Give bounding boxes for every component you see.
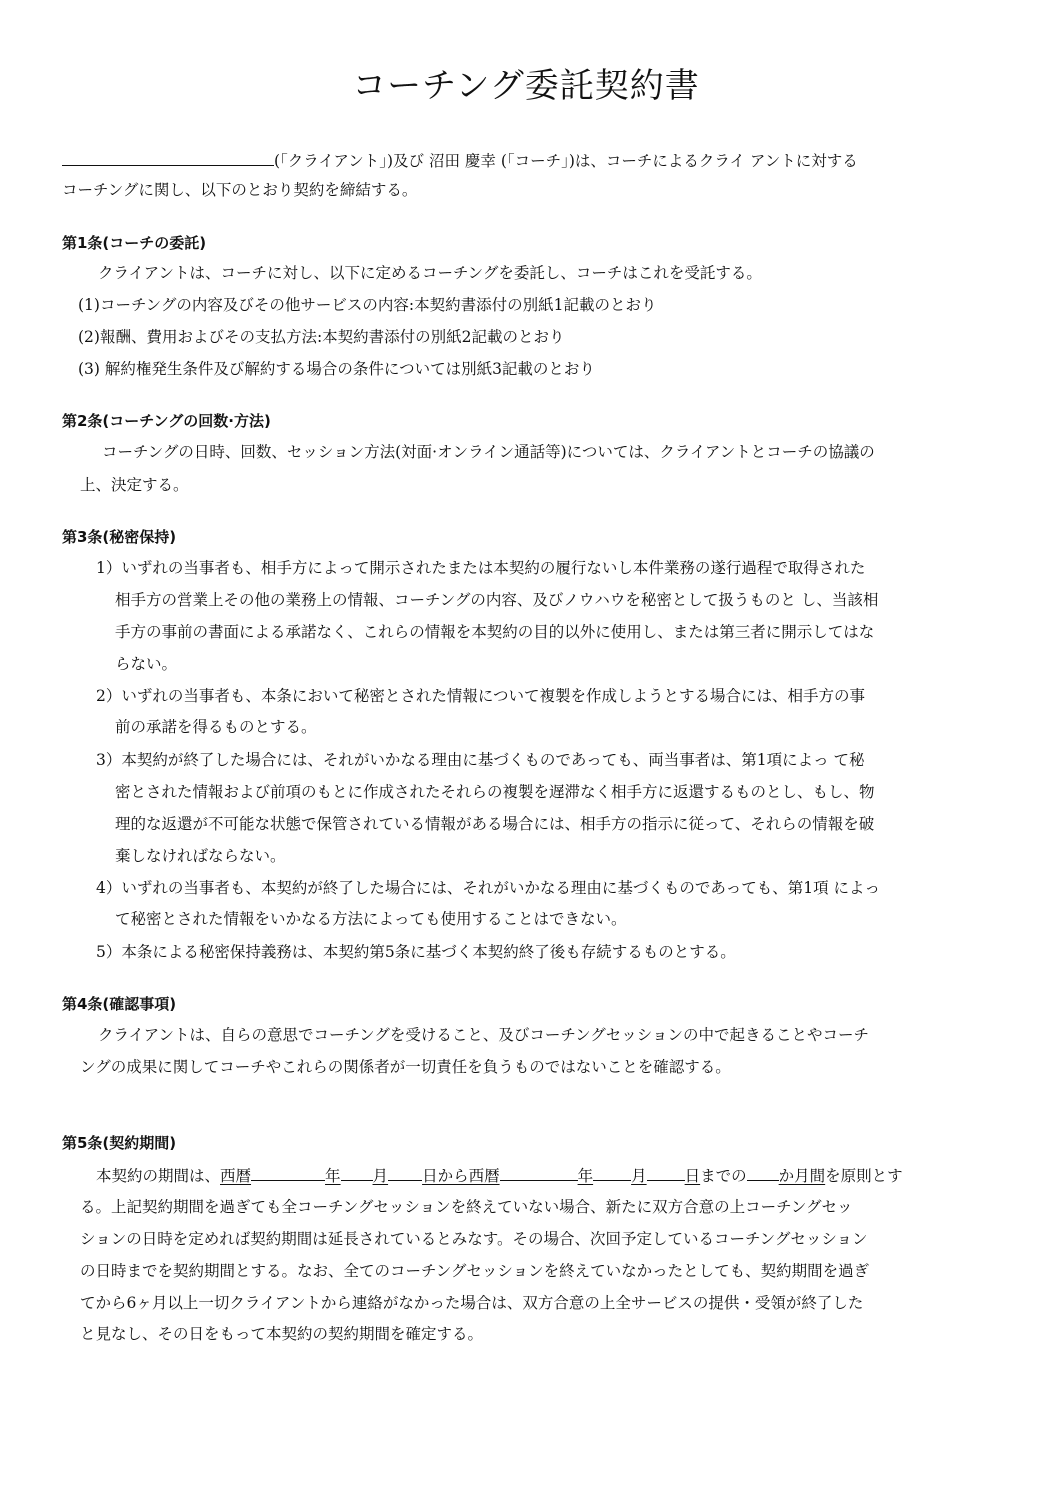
article-1-item-3: (3) 解約権発生条件及び解約する場合の条件については別紙3記載のとおり xyxy=(78,360,595,378)
period-end-text: を原則とす xyxy=(825,1167,903,1185)
months-label: か月間 xyxy=(778,1167,826,1185)
document-title: コーチング委託契約書 xyxy=(352,66,700,106)
start-day-to-end-era: 日から西暦 xyxy=(422,1167,500,1185)
start-year-label: 年 xyxy=(325,1167,341,1185)
article-5-line-4: の日時までを契約期間とする。なお、全てのコーチングセッションを終えていなかったとしても、契約期間を過ぎ xyxy=(80,1262,870,1280)
end-month-label: 月 xyxy=(631,1167,647,1185)
article-5-line-3: ションの日時を定めれば契約期間は延長されているとみなす。その場合、次回予定しているコーチングセッション xyxy=(80,1230,868,1248)
article-1-item-1: (1)コーチングの内容及びその他サービスの内容:本契約書添付の別紙1記載のとおり xyxy=(78,296,657,314)
article-3-p2-line-2: 前の承諾を得るものとする。 xyxy=(115,718,317,736)
article-5-line-6: と見なし、その日をもって本契約の契約期間を確定する。 xyxy=(80,1325,484,1343)
article-5-heading: 第5条(契約期間) xyxy=(62,1134,177,1152)
start-month-blank[interactable] xyxy=(341,1163,373,1181)
article-3-p1-line-3: 手方の事前の書面による承諾なく、これらの情報を本契約の目的以外に使用し、または第三者に開示してはな xyxy=(115,623,875,641)
article-4-line-1: クライアントは、自らの意思でコーチングを受けること、及びコーチングセッションの中で起きることやコーチ xyxy=(98,1026,869,1044)
article-3-p5-line-1: 5）本条による秘密保持義務は、本契約第5条に基づく本契約終了後も存続するものとする。 xyxy=(96,943,736,961)
start-day-blank[interactable] xyxy=(388,1163,422,1181)
end-year-label: 年 xyxy=(577,1167,594,1185)
article-3-p1-line-2: 相手方の営業上その他の業務上の情報、コーチングの内容、及びノウハウを秘密として扱うものと し、当該相 xyxy=(115,591,879,609)
period-start-era: 西暦 xyxy=(220,1167,252,1185)
article-3-p3-line-1: 3）本契約が終了した場合には、それがいかなる理由に基づくものであっても、両当事者は、第1項によっ て秘 xyxy=(96,751,865,769)
end-month-blank[interactable] xyxy=(593,1163,631,1181)
months-blank[interactable] xyxy=(747,1163,779,1181)
intro-text: (「クライアント」)及び 沼田 慶幸 (「コーチ」)は、コーチによるクライ アントに対する xyxy=(274,152,858,170)
article-4-line-2: ングの成果に関してコーチやこれらの関係者が一切責任を負うものではないことを確認する。 xyxy=(80,1058,731,1076)
article-2-heading: 第2条(コーチングの回数·方法) xyxy=(62,412,271,430)
intro-line-2: コーチングに関し、以下のとおり契約を締結する。 xyxy=(62,181,418,199)
period-until-text: までの xyxy=(700,1167,747,1185)
start-month-label: 月 xyxy=(372,1167,389,1185)
end-year-blank[interactable] xyxy=(500,1163,578,1181)
article-3-p1-line-4: らない。 xyxy=(115,655,178,673)
article-2-line-2: 上、決定する。 xyxy=(80,476,189,494)
period-lead-text: 本契約の期間は、 xyxy=(96,1167,221,1185)
end-day-blank[interactable] xyxy=(647,1163,685,1181)
article-3-p3-line-4: 棄しなければならない。 xyxy=(115,847,286,865)
article-3-p1-line-1: 1）いずれの当事者も、相手方によって開示されたまたは本契約の履行ないし本件業務の遂行過程で取得された xyxy=(96,559,866,577)
article-3-heading: 第3条(秘密保持) xyxy=(62,528,177,546)
end-day-label: 日 xyxy=(684,1167,701,1185)
intro-line-1 xyxy=(62,148,858,172)
article-3-p4-line-2: て秘密とされた情報をいかなる方法によっても使用することはできない。 xyxy=(115,910,627,928)
article-2-line-1: コーチングの日時、回数、セッション方法(対面·オンライン通話等)については、クライアントとコーチの協議の xyxy=(102,443,875,461)
article-1-body: クライアントは、コーチに対し、以下に定めるコーチングを委託し、コーチはこれを受託する。 xyxy=(98,264,762,282)
article-4-heading: 第4条(確認事項) xyxy=(62,995,177,1013)
article-3-p4-line-1: 4）いずれの当事者も、本契約が終了した場合には、それがいかなる理由に基づくものであっても、第1項 によっ xyxy=(96,879,880,897)
article-5-line-2: る。上記契約期間を過ぎても全コーチングセッションを終えていない場合、新たに双方合意の上コーチングセッ xyxy=(80,1198,853,1216)
article-3-p3-line-3: 理的な返還が不可能な状態で保管されている情報がある場合には、相手方の指示に従って、それらの情報を破 xyxy=(115,815,875,833)
client-name-blank[interactable] xyxy=(62,148,274,166)
start-year-blank[interactable] xyxy=(251,1163,325,1181)
article-3-p3-line-2: 密とされた情報および前項のもとに作成されたそれらの複製を遅滞なく相手方に返還するものとし、もし、物 xyxy=(115,783,875,801)
article-3-p2-line-1: 2）いずれの当事者も、本条において秘密とされた情報について複製を作成しようとする場合には、相手方の事 xyxy=(96,687,866,705)
article-1-heading: 第1条(コーチの委託) xyxy=(62,234,207,252)
article-1-item-2: (2)報酬、費用およびその支払方法:本契約書添付の別紙2記載のとおり xyxy=(78,328,565,346)
article-5-line-1 xyxy=(96,1163,903,1187)
article-5-line-5: てから6ヶ月以上一切クライアントから連絡がなかった場合は、双方合意の上全サービスの提供・受領が終了した xyxy=(80,1294,864,1312)
